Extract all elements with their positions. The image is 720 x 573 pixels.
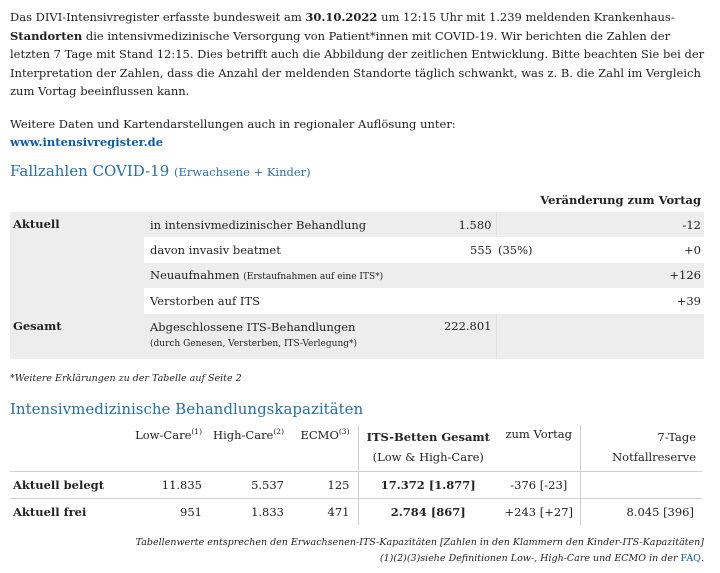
header-total-text: ITS-Betten Gesamt [366, 430, 490, 444]
intro-text-b: um 12:15 Uhr mit 1.239 meldenden Krankenhaus- [377, 10, 675, 24]
capacity-footnote [136, 535, 704, 567]
row-label-aktuell: Aktuell [10, 212, 144, 314]
row-desc: Verstorben auf ITS [150, 293, 260, 308]
cell-total-value: 2.784 [390, 505, 427, 519]
report-date: 30.10.2022 [305, 10, 378, 24]
row-change: +39 [676, 293, 701, 308]
header-low-sup: (1) [191, 427, 202, 436]
header-high-care [210, 425, 292, 472]
cell-reserve [580, 499, 702, 526]
table-row [10, 314, 704, 359]
cell-change [498, 499, 580, 526]
row-desc [144, 314, 400, 359]
header-high-sup: (2) [273, 427, 284, 436]
row-change: +0 [684, 243, 701, 258]
cell-low: 951 [180, 505, 202, 519]
cases-subtitle: (Erwachsene + Kinder) [174, 165, 311, 179]
row-pct [496, 314, 536, 359]
row-desc-main: Abgeschlossene ITS-Behandlungen [150, 320, 356, 335]
footnote-end: . [700, 553, 704, 564]
footnote-line-1: Tabellenwerte entsprechen den Erwachsenen-ITS-Kapazitäten [Zahlen in den Klammern den Kinder-ITS-Kapazitäten] [135, 537, 704, 548]
row-label-frei: Aktuell frei [13, 505, 87, 519]
row-value: 555 [470, 243, 492, 258]
header-reserve [580, 425, 702, 472]
cell-change-value: -376 [510, 478, 537, 492]
row-desc-small: (durch Genesen, Versterben, ITS-Verlegung*) [150, 339, 358, 350]
intro-paragraph [10, 8, 712, 101]
cell-change-kids: [-23] [539, 478, 568, 492]
cell-total-kids: [867] [430, 505, 466, 519]
capacity-heading: Intensivmedizinische Behandlungskapazitäten [10, 400, 364, 418]
row-label-belegt: Aktuell belegt [10, 472, 124, 499]
row-desc: in intensivmedizinischer Behandlung [144, 212, 400, 237]
cell-total-kids: [1.877] [428, 478, 476, 492]
header-total-sub: (Low & High-Care) [372, 450, 484, 464]
row-pct: (35%) [498, 243, 533, 258]
intro-text-c: die intensivmedizinische Versorgung von Patient*innen mit COVID-19. Wir berichten die Zahlen der letzten 7 Tage mit Stand 12:15. Dies betrifft auch die Abbildung der zeitlichen Entwicklung. Bitte beachten Sie bei der Interpretation der Zahlen, dass die Anzahl der meldenden Standorte täglich schwankt, was z. B. die Zahl im Vergleich zum Vortag beeinflussen kann. [10, 28, 705, 98]
row-pct [496, 263, 536, 288]
row-change: -12 [536, 212, 704, 237]
cell-high: 1.833 [251, 505, 284, 519]
table-note: *Weitere Erklärungen zu der Tabelle auf Seite 2 [10, 373, 242, 384]
intro-text-a: Das DIVI-Intensivregister erfasste bundesweit am [10, 10, 306, 24]
row-value: 1.580 [400, 212, 496, 237]
header-ecmo-text: ECMO [300, 427, 339, 442]
cell-ecmo: 471 [327, 505, 350, 519]
header-ecmo-sup: (3) [338, 427, 350, 436]
header-total [358, 425, 498, 472]
header-reserve-1: 7-Tage [657, 430, 696, 444]
header-reserve-2: Notfallreserve [612, 450, 696, 464]
cell-reserve-kids: [396] [663, 505, 694, 519]
row-value [400, 288, 496, 313]
row-change: +126 [536, 263, 704, 288]
row-pct [496, 288, 536, 313]
cell-total [358, 472, 498, 499]
header-change: zum Vortag [505, 427, 573, 441]
row-value: 222.801 [400, 314, 496, 359]
faq-link[interactable]: FAQ [680, 553, 701, 564]
cell-total-value: 17.372 [380, 478, 425, 492]
cell-change [498, 472, 580, 499]
header-low-care [124, 425, 210, 472]
table-row [10, 212, 704, 237]
row-desc-small: (Erstaufnahmen auf eine ITS*) [243, 272, 384, 283]
header-high-text: High-Care [213, 427, 274, 442]
cell-total [358, 499, 498, 526]
cell-change-value: +243 [504, 505, 537, 519]
row-label-gesamt: Gesamt [10, 314, 144, 359]
row-desc [144, 263, 400, 288]
cases-heading [10, 162, 311, 180]
change-header: Veränderung zum Vortag [540, 193, 701, 207]
row-change [536, 314, 704, 359]
cases-title: Fallzahlen COVID-19 [10, 162, 170, 180]
header-ecmo [292, 425, 358, 472]
cell-high: 5.537 [210, 472, 292, 499]
standorte-link[interactable]: Standorten [10, 28, 83, 43]
row-value [400, 263, 496, 288]
row-desc: davon invasiv beatmet [150, 243, 281, 258]
footnote-line-2 [136, 551, 704, 567]
cell-ecmo: 125 [292, 472, 358, 499]
row-pct [496, 212, 536, 237]
cell-low: 11.835 [124, 472, 210, 499]
header-low-text: Low-Care [135, 427, 192, 442]
cell-reserve [580, 472, 702, 499]
capacity-table [10, 425, 702, 525]
table-row [10, 472, 702, 499]
more-data-text: Weitere Daten und Kartendarstellungen auch in regionaler Auflösung unter: [10, 116, 456, 131]
cell-reserve-value: 8.045 [626, 505, 660, 519]
cases-table [10, 188, 704, 359]
footnote-line-2-text: (1)(2)(3)siehe Definitionen Low-, High-Care und ECMO in der [379, 553, 681, 564]
intensivregister-link[interactable]: www.intensivregister.de [10, 135, 164, 149]
more-data-paragraph [10, 115, 712, 152]
intro-text [10, 8, 712, 152]
cell-change-kids: [+27] [539, 505, 573, 519]
row-desc-main: Neuaufnahmen [150, 268, 240, 283]
table-row [10, 499, 702, 526]
